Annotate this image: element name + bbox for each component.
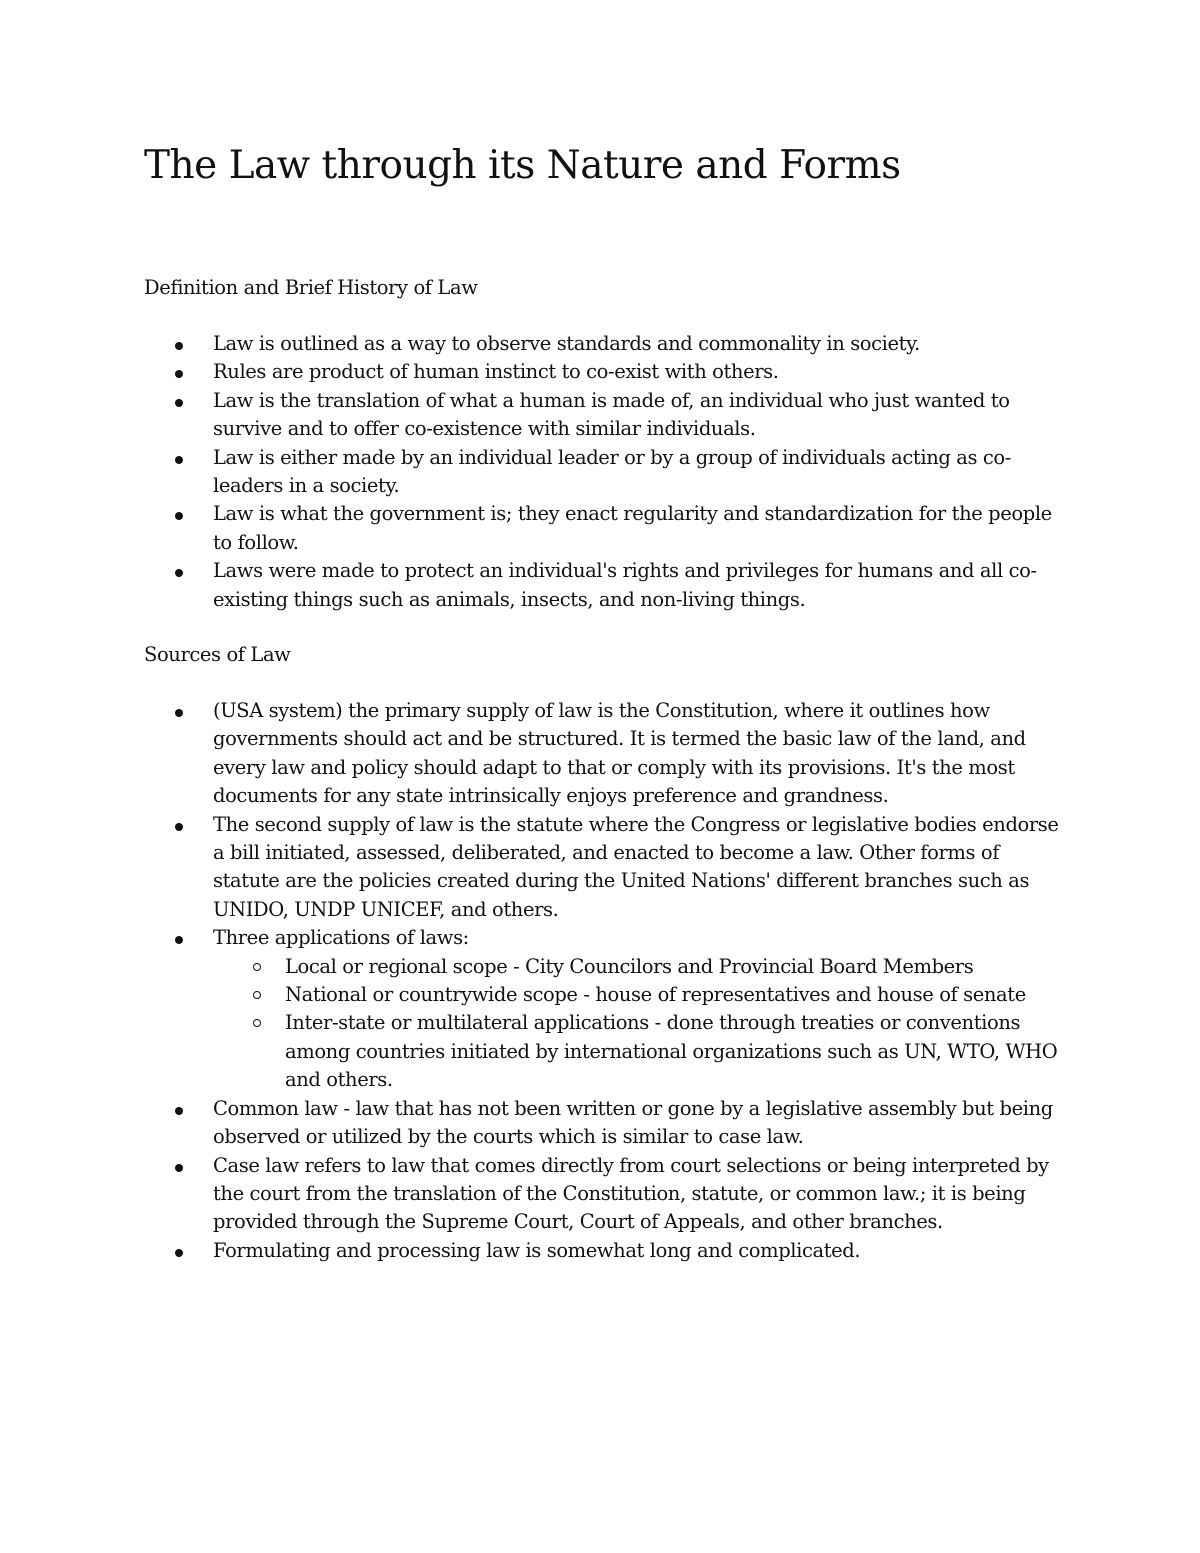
section-heading-definition: Definition and Brief History of Law	[144, 276, 478, 299]
list-item: Three applications of laws: Local or regional scope - City Councilors and Provincial Board Members National or countrywide scope - house of representatives and house of senate Inter-state or multilateral applications - done through treaties or conventions among countries initiated by international organizations such as UN, WTO, WHO and others.	[0, 924, 1200, 1094]
sub-list-item: National or countrywide scope - house of representatives and house of senate	[213, 981, 1070, 1009]
bullet-icon	[175, 370, 183, 378]
bullet-icon	[175, 1107, 183, 1115]
section-heading-sources: Sources of Law	[144, 643, 291, 666]
bullet-icon	[175, 342, 183, 350]
bullet-icon	[175, 936, 183, 944]
list-item: Laws were made to protect an individual's rights and privileges for humans and all co-existing things such as animals, insects, and non-living things.	[0, 557, 1200, 614]
list-item: Case law refers to law that comes directly from court selections or being interpreted by the court from the translation of the Constitution, statute, or common law.; it is being provided through the Supreme Court, Court of Appeals, and other branches.	[0, 1152, 1200, 1237]
list-item: Law is outlined as a way to observe standards and commonality in society.	[0, 330, 1200, 358]
list-item: The second supply of law is the statute where the Congress or legislative bodies endorse a bill initiated, assessed, deliberated, and enacted to become a law. Other forms of statute are the policies created during the United Nations' different branches such as UNIDO, UNDP UNICEF, and others.	[0, 811, 1200, 925]
circle-bullet-icon	[253, 1019, 261, 1027]
list-item: (USA system) the primary supply of law is the Constitution, where it outlines how governments should act and be structured. It is termed the basic law of the land, and every law and policy should adapt to that or comply with its provisions. It's the most documents for any state intrinsically enjoys preference and grandness.	[0, 697, 1200, 811]
bullet-icon	[175, 399, 183, 407]
bullet-icon	[175, 709, 183, 717]
bullet-icon	[175, 569, 183, 577]
definition-bullet-list	[0, 330, 1200, 614]
list-item: Rules are product of human instinct to co-exist with others.	[0, 358, 1200, 386]
bullet-icon	[175, 1249, 183, 1257]
applications-sub-list	[213, 953, 1070, 1095]
sub-list-item: Local or regional scope - City Councilors and Provincial Board Members	[213, 953, 1070, 981]
list-item: Law is what the government is; they enact regularity and standardization for the people to follow.	[0, 500, 1200, 557]
list-item: Common law - law that has not been written or gone by a legislative assembly but being observed or utilized by the courts which is similar to case law.	[0, 1095, 1200, 1152]
list-item: Formulating and processing law is somewhat long and complicated.	[0, 1237, 1200, 1265]
circle-bullet-icon	[253, 963, 261, 971]
circle-bullet-icon	[253, 991, 261, 999]
sub-list-item: Inter-state or multilateral applications - done through treaties or conventions among countries initiated by international organizations such as UN, WTO, WHO and others.	[213, 1009, 1070, 1094]
list-item: Law is the translation of what a human is made of, an individual who just wanted to survive and to offer co-existence with similar individuals.	[0, 387, 1200, 444]
list-item: Law is either made by an individual leader or by a group of individuals acting as co-leaders in a society.	[0, 444, 1200, 501]
bullet-icon	[175, 456, 183, 464]
bullet-icon	[175, 512, 183, 520]
sources-bullet-list	[0, 697, 1200, 1265]
bullet-icon	[175, 1164, 183, 1172]
document-title: The Law through its Nature and Forms	[144, 143, 901, 188]
bullet-icon	[175, 823, 183, 831]
